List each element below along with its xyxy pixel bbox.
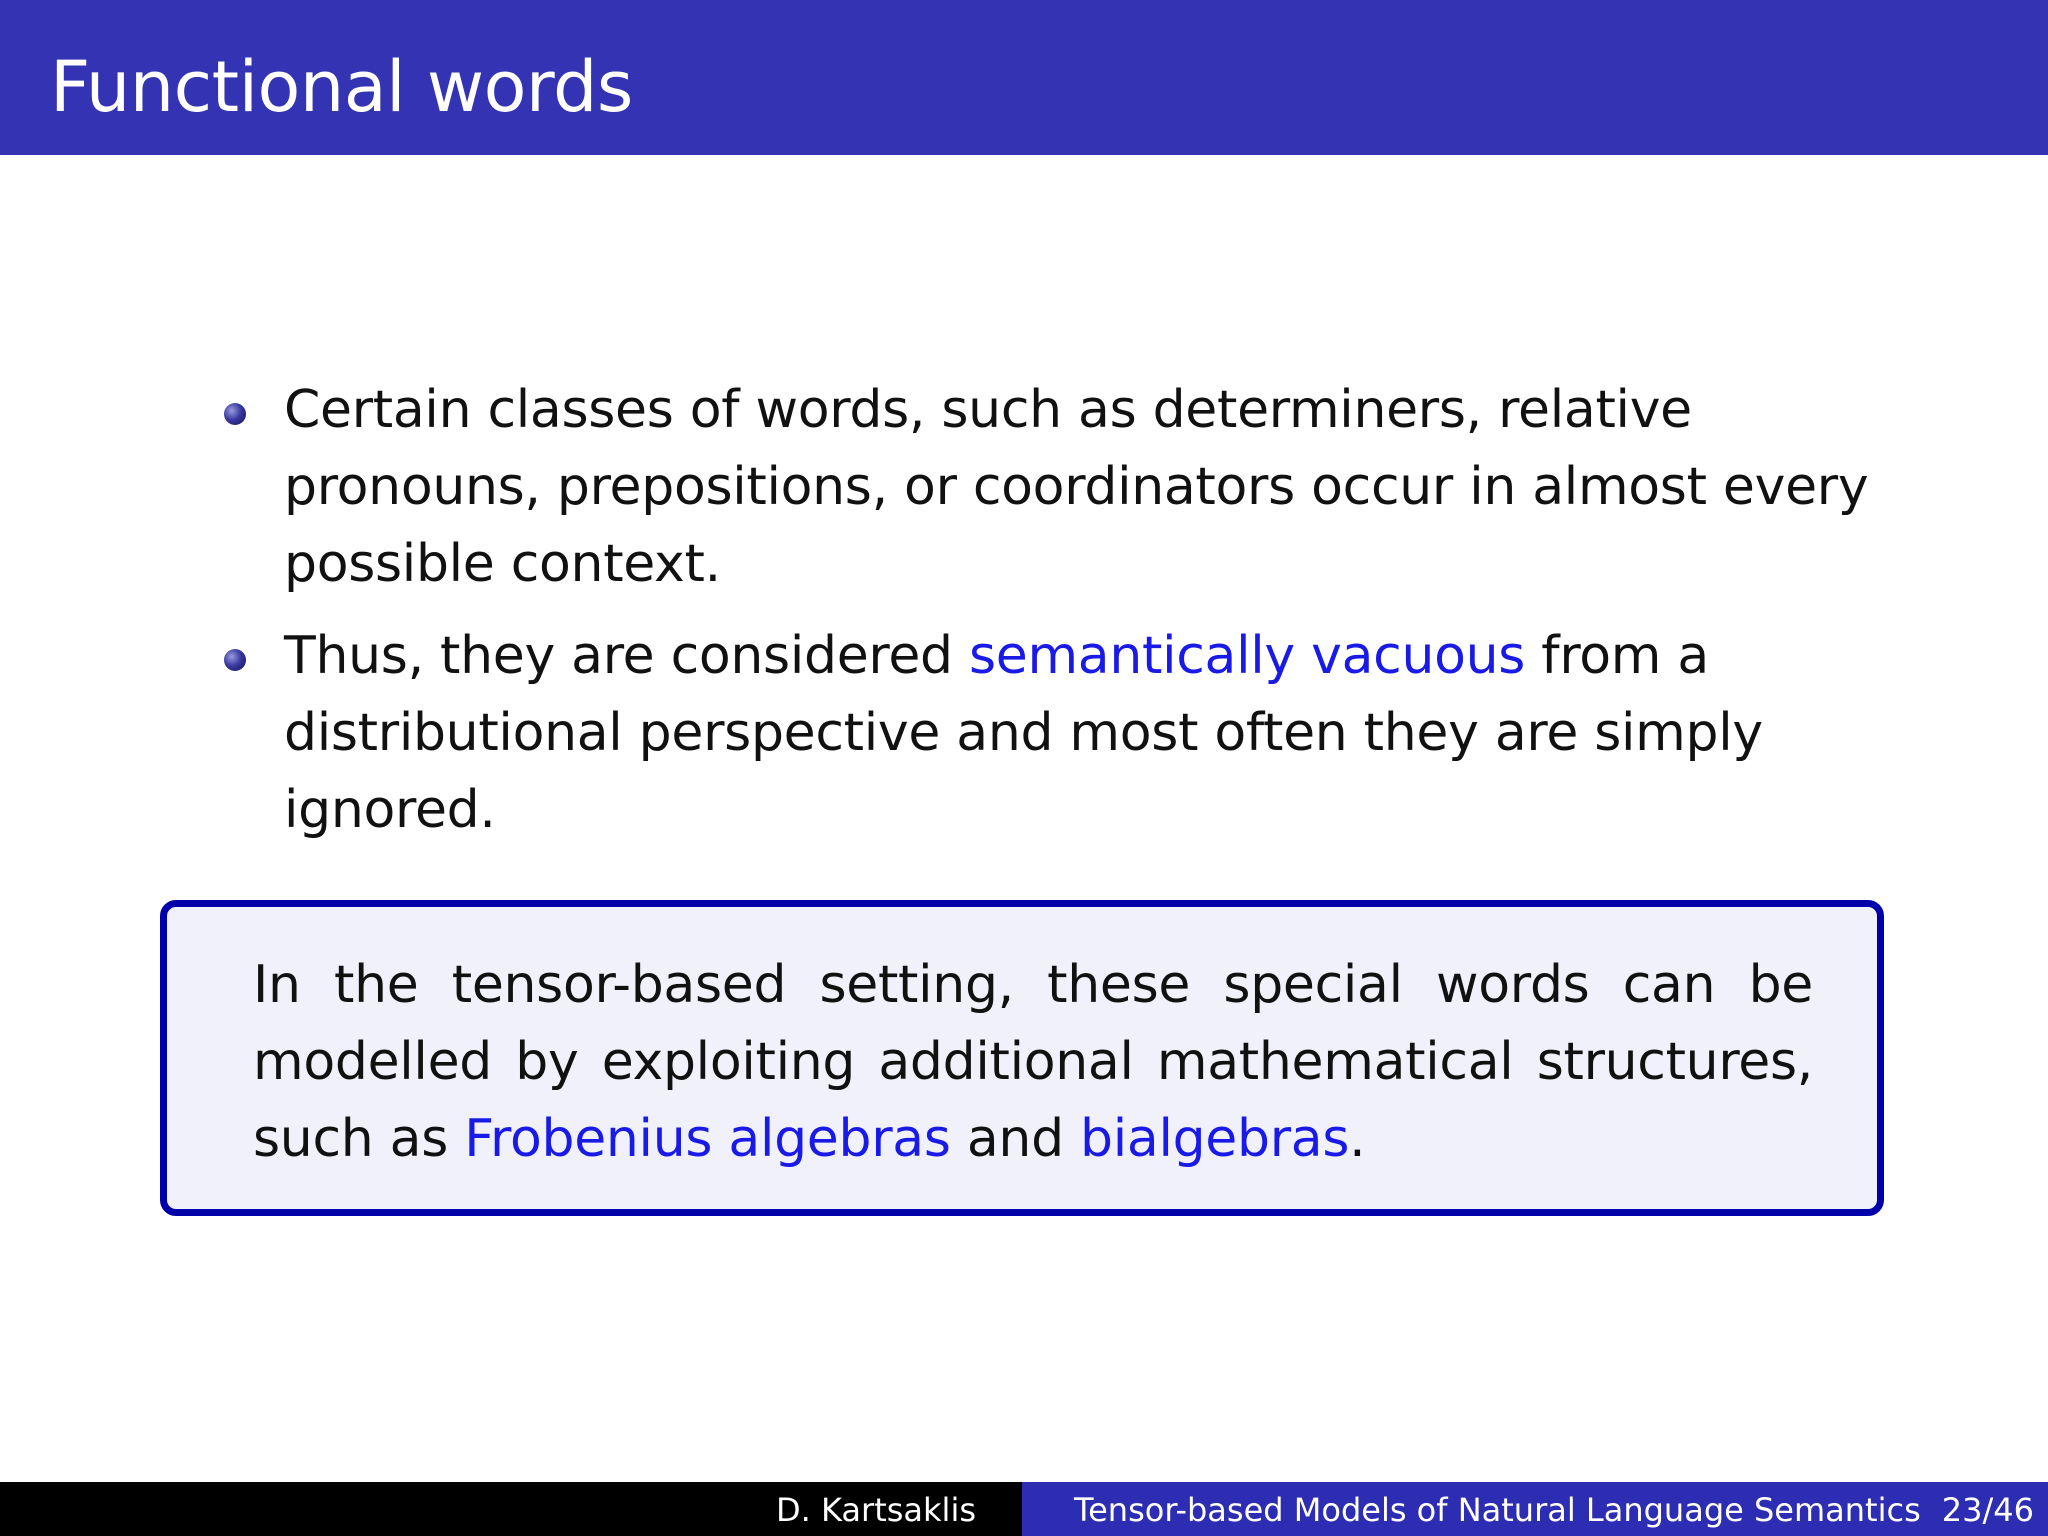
footer-talk-title: Tensor-based Models of Natural Language Semantics: [1074, 1491, 1921, 1529]
bullet-text-1: Certain classes of words, such as determiners, relative pronouns, prepositions, or coordinators occur in almost every possible context.: [284, 380, 1869, 594]
block-text: [253, 947, 1813, 1178]
bullet-text-2-after: from a distributional perspective and most often they are simply ignored.: [284, 626, 1763, 840]
highlight-block: [160, 900, 1884, 1216]
footer-page-number: 23/46: [1941, 1491, 2034, 1529]
highlight-frobenius-algebras: Frobenius algebras: [464, 1109, 951, 1169]
bullet-dot-icon: [224, 649, 246, 671]
block-text-part-3: .: [1349, 1109, 1366, 1169]
bullet-dot-icon: [224, 403, 246, 425]
bullet-text-2-before: Thus, they are considered: [284, 626, 969, 686]
block-text-part-2: and: [950, 1109, 1081, 1169]
bullet-item-1: [222, 372, 1882, 603]
slide-title-bar: [0, 0, 2048, 155]
highlight-bialgebras: bialgebras: [1080, 1109, 1350, 1169]
bullet-item-2: [222, 618, 1882, 849]
slide-footer: [0, 1482, 2048, 1536]
block-text-part-1: In the tensor-based setting, these special words can be modelled by exploiting additional mathematical structures, such as: [253, 955, 1813, 1169]
footer-author-box: [0, 1482, 1022, 1536]
highlight-semantically-vacuous: semantically vacuous: [968, 626, 1526, 686]
bullet-list: [222, 372, 1882, 864]
footer-title-box: [1022, 1482, 2048, 1536]
slide-title: Functional words: [50, 46, 633, 128]
footer-author: D. Kartsaklis: [776, 1491, 976, 1529]
